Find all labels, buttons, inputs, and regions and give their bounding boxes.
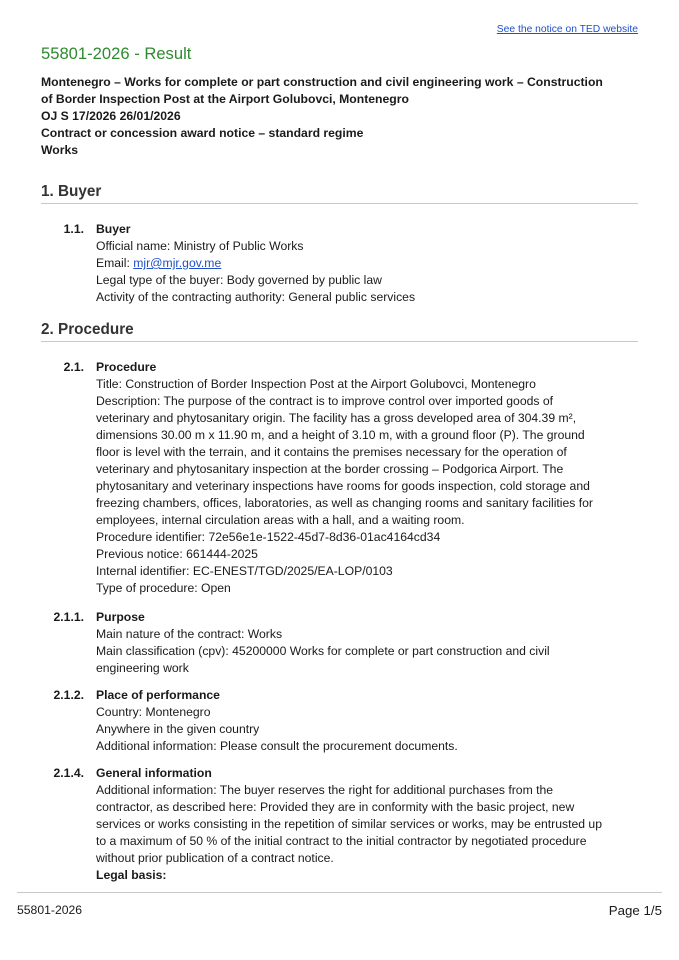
section-title-buyer: 1. Buyer [41, 183, 638, 204]
footer-divider [17, 892, 662, 893]
desc-line: veterinary and phytosanitary origin. The facility has a gross developed area of 304.39 m², [96, 411, 577, 425]
legal-basis-label: Legal basis: [96, 868, 167, 882]
country: Country: Montenegro [96, 705, 211, 719]
subsection-heading: Procedure [96, 360, 157, 374]
anywhere: Anywhere in the given country [96, 722, 260, 736]
subsection-number: 2.1.2. [53, 688, 84, 702]
header-line-1: Montenegro – Works for complete or part construction and civil engineering work – Construction [41, 75, 603, 89]
desc-line: freezing chambers, offices, laboratories, as well as changing rooms and sanitary facilities for [96, 496, 593, 510]
general-line: without prior publication of a contract notice. [96, 851, 334, 865]
general-info-block [41, 765, 641, 884]
legal-type: Legal type of the buyer: Body governed by public law [96, 273, 382, 287]
general-line: Additional information: The buyer reserves the right for additional purchases from the [96, 783, 554, 797]
desc-line: phytosanitary and veterinary inspections have rooms for goods inspection, cold storage and [96, 479, 590, 493]
notice-header [41, 74, 641, 159]
document-title: 55801-2026 - Result [41, 44, 192, 63]
desc-line: Description: The purpose of the contract is to improve control over imported goods of [96, 394, 554, 408]
header-line-2: of Border Inspection Post at the Airport Golubovci, Montenegro [41, 92, 409, 106]
activity: Activity of the contracting authority: General public services [96, 290, 416, 304]
general-line: to a maximum of 50 % of the initial contract to the initial contractor by negotiated procedure [96, 834, 587, 848]
header-line-3: OJ S 17/2026 26/01/2026 [41, 109, 181, 123]
place-block [41, 687, 641, 755]
email-row [96, 255, 641, 272]
email-link[interactable]: mjr@mjr.gov.me [133, 256, 222, 270]
purpose-block [41, 609, 641, 677]
subsection-number: 2.1. [63, 360, 84, 374]
footer-notice-number: 55801-2026 [17, 903, 83, 917]
place-additional-info: Additional information: Please consult the procurement documents. [96, 739, 458, 753]
subsection-heading: Place of performance [96, 688, 220, 702]
internal-identifier: Internal identifier: EC-ENEST/TGD/2025/EA-LOP/0103 [96, 564, 393, 578]
subsection-heading: General information [96, 766, 212, 780]
subsection-number: 2.1.1. [53, 610, 84, 624]
procedure-type: Type of procedure: Open [96, 581, 231, 595]
general-line: contractor, as described here: Provided they are in conformity with the basic project, new [96, 800, 575, 814]
desc-line: employees, internal circulation areas with a hall, and a waiting room. [96, 513, 465, 527]
main-nature: Main nature of the contract: Works [96, 627, 283, 641]
footer-page-number: Page 1/5 [608, 903, 662, 918]
procedure-identifier: Procedure identifier: 72e56e1e-1522-45d7-8d36-01ac4164cd34 [96, 530, 441, 544]
desc-line: dimensions 30.00 m x 11.90 m, and a height of 3.10 m, with a ground floor (P). The ground [96, 428, 585, 442]
official-name: Official name: Ministry of Public Works [96, 239, 304, 253]
procedure-block [41, 359, 641, 597]
subsection-heading: Buyer [96, 222, 131, 236]
procedure-title: Title: Construction of Border Inspection Post at the Airport Golubovci, Montenegro [96, 377, 536, 391]
buyer-block [41, 221, 641, 306]
section-title-procedure: 2. Procedure [41, 321, 638, 342]
ted-website-link[interactable]: See the notice on TED website [496, 24, 638, 35]
desc-line: veterinary and phytosanitary inspection at the border crossing – Podgorica Airport. The [96, 462, 564, 476]
cpv-line: Main classification (cpv): 45200000 Works for complete or part construction and civil [96, 644, 550, 658]
subsection-heading: Purpose [96, 610, 145, 624]
subsection-number: 1.1. [63, 222, 84, 236]
email-label: Email: [96, 256, 134, 270]
desc-line: floor is level with the terrain, and it contains the premises necessary for the operation of [96, 445, 567, 459]
previous-notice: Previous notice: 661444-2025 [96, 547, 258, 561]
cpv-line: engineering work [96, 661, 189, 675]
header-line-5: Works [41, 143, 79, 157]
header-line-4: Contract or concession award notice – standard regime [41, 126, 364, 140]
subsection-number: 2.1.4. [53, 766, 84, 780]
general-line: services or works consisting in the repetition of similar services or works, may be entrusted up [96, 817, 602, 831]
